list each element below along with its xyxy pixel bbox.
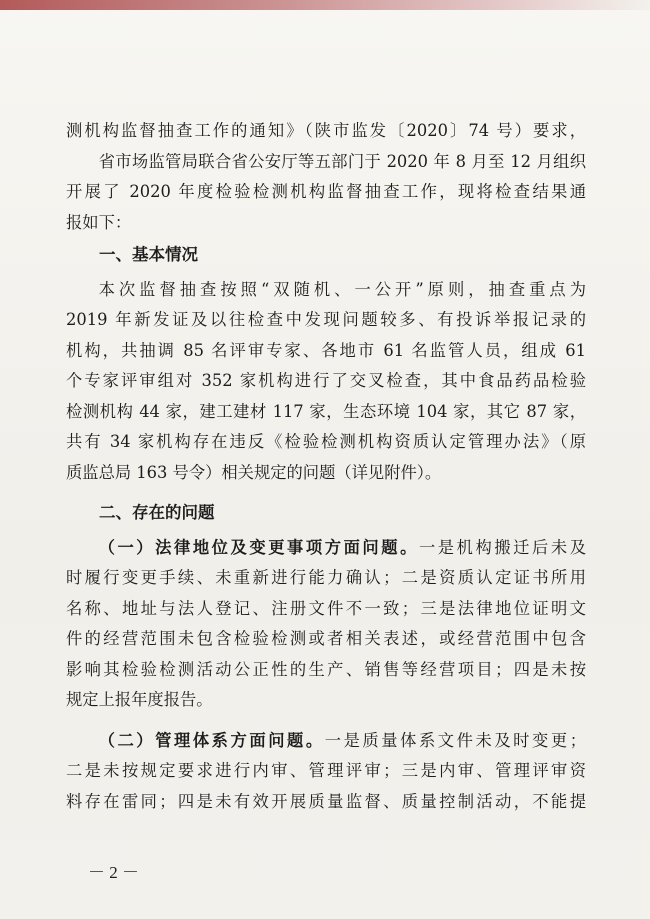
body-text: 一是机构搬迁后未及 — [418, 537, 586, 557]
body-line — [66, 533, 586, 564]
body-line: 件的经营范围未包含检验检测或者相关表述，或经营范围中包含 — [66, 629, 586, 648]
body-line: 本次监督抽查按照“双随机、一公开”原则，抽查重点为 — [98, 279, 586, 299]
body-text: 一是质量体系文件未及时变更； — [324, 730, 586, 750]
body-line: 料存在雷同；四是未有效开展质量监督、质量控制活动，不能提 — [66, 791, 586, 811]
body-line: 测机构监督抽查工作的通知》（陕市监发〔2020〕74 号）要求， — [66, 121, 586, 140]
body-line: 机构，共抽调 85 名评审专家、各地市 61 名监管人员，组成 61 — [66, 340, 586, 360]
body-line: 质监总局 163 号令）相关规定的问题（详见附件）。 — [66, 462, 442, 482]
section-heading-basic-situation: 一、基本情况 — [99, 245, 198, 264]
body-line: 影响其检验检测活动公正性的生产、销售等经营项目；四是未按 — [66, 659, 586, 679]
item-heading-legal-status: （一）法律地位及变更事项方面问题。 — [98, 537, 419, 557]
body-line: 检测机构 44 家，建工建材 117 家，生态环境 104 家，其它 87 家， — [66, 401, 586, 421]
item-heading-management-system: （二）管理体系方面问题。 — [98, 730, 325, 750]
body-line: 共有 34 家机构存在违反《检验检测机构资质认定管理办法》（原 — [66, 432, 586, 451]
body-line: 报如下： — [66, 212, 132, 232]
body-line: 省市场监管局联合省公安厅等五部门于 2020 年 8 月至 12 月组织 — [98, 151, 586, 171]
body-line: 规定上报年度报告。 — [66, 690, 213, 709]
body-line: 名称、地址与法人登记、注册文件不一致；三是法律地位证明文 — [66, 598, 586, 618]
page-top-edge — [0, 0, 650, 10]
document-body — [66, 116, 586, 817]
body-line: 个专家评审组对 352 家机构进行了交叉检查，其中食品药品检验 — [66, 371, 586, 390]
section-heading-problems: 二、存在的问题 — [99, 503, 215, 522]
body-line: 二是未按规定要求进行内审、管理评审；三是内审、管理评审资 — [66, 761, 586, 780]
page-number: － 2 － — [88, 863, 139, 882]
body-line — [66, 726, 586, 757]
body-line: 2019 年新发证及以往检查中发现问题较多、有投诉举报记录的 — [66, 310, 586, 329]
body-line: 时履行变更手续、未重新进行能力确认；二是资质认定证书所用 — [66, 568, 586, 587]
body-line: 开展了 2020 年度检验检测机构监督抽查工作，现将检查结果通 — [66, 182, 586, 201]
